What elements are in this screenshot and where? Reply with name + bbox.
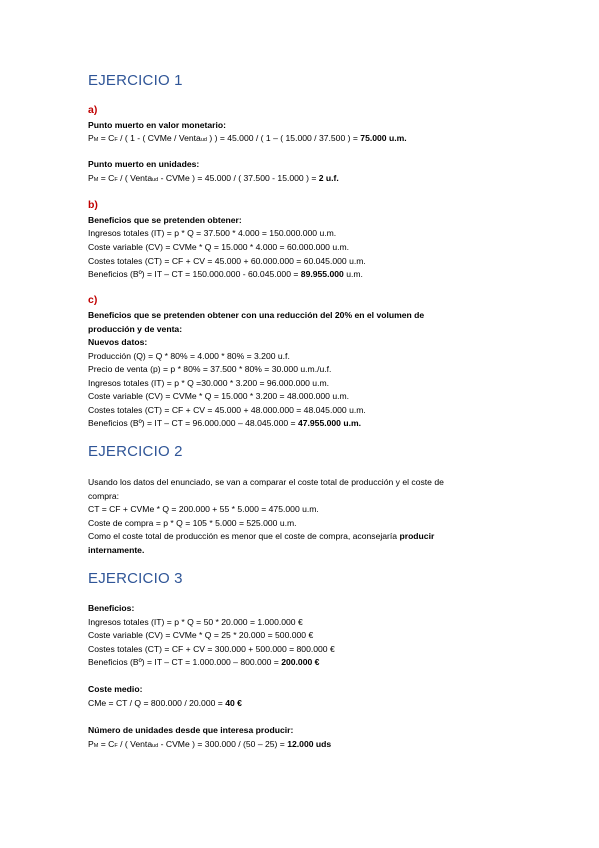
ej2-line-6: internamente. [88, 545, 145, 555]
f-tail: - CVMe ) = 300.000 / (50 – 25) = [158, 739, 288, 749]
ej2-line-5 [88, 530, 434, 542]
c-line-6-result: 47.955.000 u.m. [297, 418, 362, 428]
f-mid: / ( Venta [117, 739, 153, 749]
f-sub: F [114, 743, 118, 749]
c-heading-1 [88, 309, 424, 321]
b-line-2: Coste variable (CV) = CVMe * Q = 15.000 * 4.000 = 60.000.000 u.m. [88, 242, 350, 252]
f-p: P [88, 173, 94, 183]
ej3-line-5-text: CMe = CT / Q = 800.000 / 20.000 = [88, 698, 226, 708]
a-formula-1 [88, 132, 407, 146]
ej2-line-5-text: Como el coste total de producción es menor que el coste de compra, aconsejaría [88, 531, 400, 541]
c-line-1: Producción (Q) = Q * 80% = 4.000 * 80% = 3.200 u.f. [88, 351, 290, 361]
f-eq: = C [98, 133, 115, 143]
f-mid: / ( Venta [117, 173, 153, 183]
b-line-4-unit: u.m. [343, 269, 363, 279]
b-heading: Beneficios que se pretenden obtener: [88, 215, 242, 225]
a-heading-2: Punto muerto en unidades: [88, 159, 200, 169]
ej3-line-4-text: Beneficios (Bº) = IT – CT = 1.000.000 – 800.000 = [88, 657, 282, 667]
c-line-4: Coste variable (CV) = CVMe * Q = 15.000 * 3.200 = 48.000.000 u.m. [88, 391, 350, 401]
c-line-6 [88, 417, 361, 429]
f-result: 2 u.f. [318, 173, 339, 183]
f-tail: ) ) = 45.000 / ( 1 – ( 15.000 / 37.500 ) = [206, 133, 361, 143]
ej3-line-5 [88, 697, 242, 709]
b-line-4 [88, 268, 363, 280]
b-line-1: Ingresos totales (IT) = p * Q = 37.500 * 4.000 = 150.000.000 u.m. [88, 228, 337, 238]
f-sub: M [93, 137, 99, 143]
c-heading-3: Nuevos datos: [88, 337, 148, 347]
subheading-b: b) [88, 199, 98, 211]
f-eq: = C [98, 173, 115, 183]
f-p: P [88, 133, 94, 143]
ej3-line-3: Costes totales (CT) = CF + CV = 300.000 + 500.000 = 800.000 € [88, 644, 335, 654]
f-sub: ud [200, 137, 207, 143]
ej2-line-2: compra: [88, 491, 120, 501]
f-result: 75.000 u.m. [360, 133, 407, 143]
f-sub: ud [152, 743, 159, 749]
c-heading-1b: 20% [334, 310, 353, 320]
ej3-heading-2: Coste medio: [88, 684, 143, 694]
b-line-3: Costes totales (CT) = CF + CV = 45.000 + 60.000.000 = 60.045.000 u.m. [88, 256, 366, 266]
subheading-a: a) [88, 104, 98, 116]
subheading-c: c) [88, 294, 98, 306]
ej3-line-1: Ingresos totales (IT) = p * Q = 50 * 20.000 = 1.000.000 € [88, 617, 303, 627]
c-heading-1a: Beneficios que se pretenden obtener con una reducción del [88, 310, 335, 320]
ej3-formula [88, 738, 331, 752]
c-heading-1c: en el volumen de [352, 310, 425, 320]
ej2-line-5-bold: producir [399, 531, 435, 541]
c-line-2: Precio de venta (p) = p * 80% = 37.500 * 80% = 30.000 u.m./u.f. [88, 364, 332, 374]
c-heading-2: producción y de venta: [88, 324, 183, 334]
b-line-4-result: 89.955.000 [300, 269, 344, 279]
c-line-5: Costes totales (CT) = CF + CV = 45.000 + 48.000.000 = 48.045.000 u.m. [88, 405, 366, 415]
ej3-heading-3: Número de unidades desde que interesa producir: [88, 725, 294, 735]
a-formula-2 [88, 172, 339, 186]
ej3-line-4 [88, 656, 319, 668]
b-line-4-text: Beneficios (Bº) = IT – CT = 150.000.000 - 60.045.000 = [88, 269, 301, 279]
ej3-line-2: Coste variable (CV) = CVMe * Q = 25 * 20.000 = 500.000 € [88, 630, 314, 640]
f-sub: M [93, 177, 99, 183]
ej3-line-5-result: 40 € [225, 698, 242, 708]
heading-ejercicio-2: EJERCICIO 2 [88, 443, 183, 460]
c-line-6-text: Beneficios (Bº) = IT – CT = 96.000.000 – 48.045.000 = [88, 418, 298, 428]
f-p: P [88, 739, 94, 749]
f-tail: - CVMe ) = 45.000 / ( 37.500 - 15.000 ) = [158, 173, 319, 183]
f-sub: F [114, 137, 118, 143]
f-sub: ud [152, 177, 159, 183]
f-eq: = C [98, 739, 115, 749]
heading-ejercicio-3: EJERCICIO 3 [88, 570, 183, 587]
ej3-heading-1: Beneficios: [88, 603, 135, 613]
heading-ejercicio-1: EJERCICIO 1 [88, 72, 183, 89]
f-mid: / ( 1 - ( CVMe / Venta [117, 133, 201, 143]
f-sub: M [93, 743, 99, 749]
ej2-line-3: CT = CF + CVMe * Q = 200.000 + 55 * 5.000 = 475.000 u.m. [88, 504, 319, 514]
f-sub: F [114, 177, 118, 183]
a-heading-1: Punto muerto en valor monetario: [88, 120, 226, 130]
f-result: 12.000 uds [287, 739, 332, 749]
c-line-3: Ingresos totales (IT) = p * Q =30.000 * 3.200 = 96.000.000 u.m. [88, 378, 330, 388]
ej3-line-4-result: 200.000 € [281, 657, 320, 667]
ej2-line-1: Usando los datos del enunciado, se van a comparar el coste total de producción y el coste de [88, 477, 444, 487]
ej2-line-4: Coste de compra = p * Q = 105 * 5.000 = 525.000 u.m. [88, 518, 297, 528]
